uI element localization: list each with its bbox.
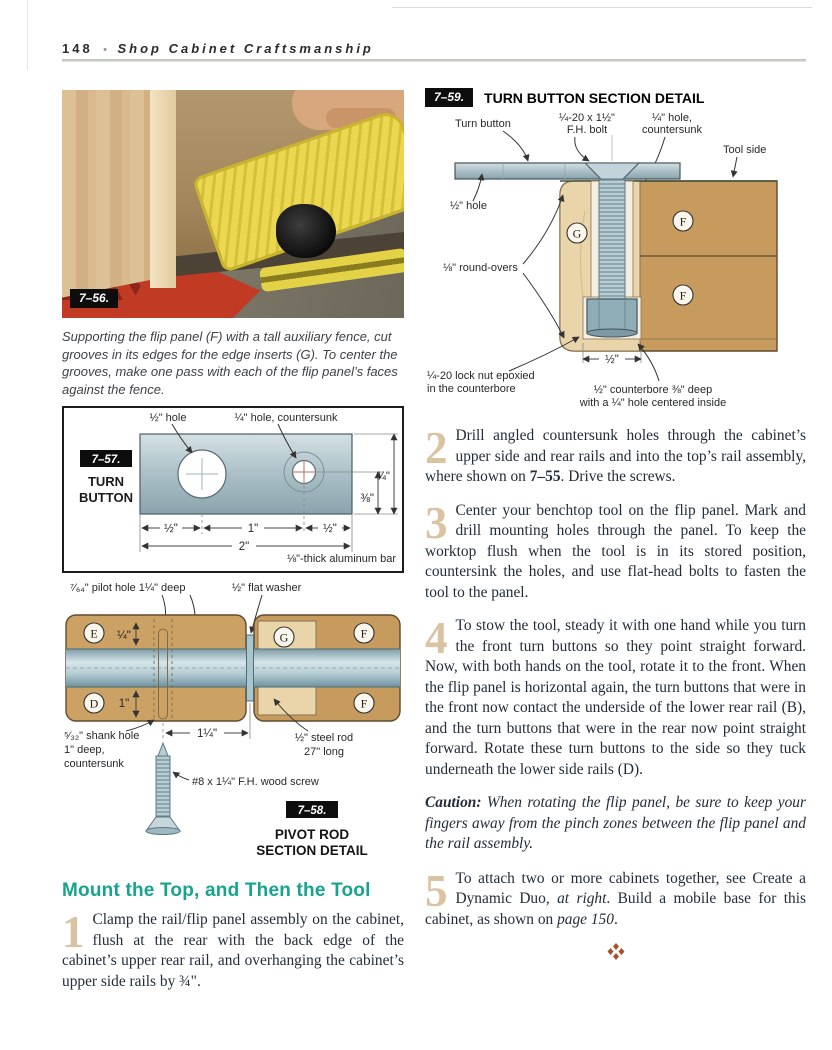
label-shank-2: 1" deep, (64, 744, 105, 756)
label-round-overs: ⅛" round-overs (443, 262, 518, 274)
part-letter-f2: F (360, 696, 368, 711)
label-pilot-hole: ⁷⁄₆₄" pilot hole 1¼" deep (70, 582, 186, 594)
label-flat-washer: ½" flat washer (232, 582, 302, 594)
panel-light-edge (150, 90, 176, 288)
label-steel-rod-2: 27" long (304, 746, 344, 758)
step-2 (425, 423, 806, 488)
dim-one-inch: 1" (247, 523, 259, 535)
screw-tip (158, 743, 168, 756)
step-1 (62, 907, 404, 992)
section-heading: Mount the Top, and Then the Tool (62, 880, 371, 901)
figure-label-7-56: 7–56. (70, 289, 118, 308)
step-5-text-mid: . Build a mobile base for this cabinet, as shown on (425, 890, 806, 928)
caution-note (425, 793, 806, 855)
dim-half-left: ½" (164, 523, 178, 535)
label-bolt-2: F.H. bolt (566, 124, 608, 136)
label-shank-1: ⁵⁄₃₂" shank hole (64, 730, 140, 742)
label-lock-nut-2: in the counterbore (427, 383, 516, 395)
figure-label-7-57: 7–57. (91, 454, 121, 466)
label-lock-nut-1: ¼-20 lock nut epoxied (427, 370, 535, 382)
figure-7-58 (62, 579, 404, 866)
left-column (62, 90, 404, 1005)
end-ornament (425, 943, 806, 965)
right-column (425, 88, 806, 965)
turn-button-bar (455, 163, 680, 179)
scan-artifact-top (392, 7, 812, 8)
part-letter-g-59: G (572, 226, 582, 241)
dim-three-eighth: ⅜" (360, 493, 374, 505)
header-rule (62, 59, 806, 62)
step-1-number: 1 (62, 907, 85, 957)
dim-two-inch: 2" (238, 541, 250, 553)
label-wood-screw: #8 x 1¼" F.H. wood screw (192, 776, 319, 788)
dim-half-right: ½" (323, 523, 337, 535)
turn-button-section-drawing (425, 111, 806, 411)
step-4-number: 4 (425, 613, 448, 663)
step-3-number: 3 (425, 497, 448, 548)
part-letter-f2-59: F (679, 288, 687, 303)
dim-one-quarter: 1¼" (196, 728, 218, 740)
dim-quarter: ¼" (117, 630, 131, 642)
step-1-text: Clamp the rail/flip panel assembly on the cabinet, flush at the rear with the back edge of the cabinet’s upper rear rail, and overhanging the cabinet’s upper side rails by ¾". (62, 911, 404, 990)
part-letter-f1: F (360, 626, 368, 641)
step-5-number: 5 (425, 865, 448, 916)
label-counterbore-1: ½" counterbore ⅜" deep (593, 384, 713, 396)
figure-title-7-57-line2: BUTTON (79, 490, 133, 505)
part-letter-g: G (279, 630, 289, 645)
label-quarter-hole: ¼" hole, countersunk (234, 412, 338, 424)
step-5-italic-2: page 150 (557, 910, 614, 928)
step-5-text-end: . (613, 910, 618, 928)
step-5-text: To attach two or more cabinets together, see Create a Dynamic Duo, (455, 869, 806, 907)
part-letter-f1-59: F (679, 214, 687, 229)
label-half-hole-59: ½" hole (450, 200, 487, 212)
figure-7-59-header (425, 88, 806, 107)
photo-7-56 (62, 90, 404, 318)
caution-text: When rotating the flip panel, be sure to keep your fingers away from the pinch zones between the flip panel and the rail assembly. (425, 794, 806, 852)
label-material: ⅛"-thick aluminum bar (286, 553, 396, 565)
part-letter-d: D (89, 696, 99, 711)
part-letter-e: E (90, 626, 98, 641)
turn-button-drawing (64, 408, 402, 566)
step-2-figure-ref: 7–55 (529, 468, 561, 485)
aluminum-bar (140, 434, 352, 514)
running-header (62, 40, 806, 58)
label-hole-countersunk-1: ¼" hole, (652, 112, 692, 124)
dim-one: 1" (118, 698, 130, 710)
caution-label: Caution: (425, 794, 482, 811)
book-title: Shop Cabinet Craftsmanship (117, 41, 374, 56)
figure-label-7-59: 7–59. (425, 88, 473, 107)
label-shank-3: countersunk (64, 758, 124, 770)
step-2-text-end: . Drive the screws. (560, 468, 676, 485)
lock-nut (587, 299, 637, 333)
label-hole-countersunk-2: countersunk (642, 124, 702, 136)
header-bullet-icon: • (103, 44, 108, 56)
label-counterbore-2: with a ¼" hole centered inside (579, 397, 727, 409)
step-3-text: Center your benchtop tool on the flip panel. Mark and drill mounting holes through the panel. To keep the worktop flush when the tool is in its stored position, countersink the holes, and use flat-head bolts to fasten the tool to the panel. (425, 501, 806, 601)
bolt-shaft (599, 179, 625, 301)
figure-title-7-57-line1: TURN (87, 474, 125, 489)
label-tool-side: Tool side (723, 144, 767, 156)
step-2-number: 2 (425, 423, 448, 473)
step-3 (425, 497, 806, 604)
figure-title-7-59: TURN BUTTON SECTION DETAIL (484, 89, 705, 106)
dim-half-59: ½" (605, 354, 619, 366)
page-number: 148 (62, 41, 93, 56)
figure-title-7-58-line2: SECTION DETAIL (256, 843, 368, 858)
step-4 (425, 613, 806, 780)
label-turn-button: Turn button (455, 118, 511, 130)
step-4-text: To stow the tool, steady it with one hand while you turn the front turn buttons so they point straight forward. Now, with both hands on the tool, rotate it to the front. When the flip panel is horizontal again, the turn buttons that were in the front now contact the underside of the lower rear rail (B), and the turn buttons that were in the rear now point straight forward. Rotate these turn buttons to the side so they tuck underneath the lower side rails (D). (425, 617, 806, 778)
photo-caption: Supporting the flip panel (F) with a tall auxiliary fence, cut grooves in its edges for the edge inserts (G). To center the grooves, make one pass with each of the flip panel’s faces against the fence. (62, 329, 398, 397)
figure-label-7-58: 7–58. (297, 805, 327, 817)
featherboard-knob (276, 204, 336, 258)
label-bolt-1: ¼-20 x 1½" (559, 112, 615, 124)
step-5 (425, 865, 806, 931)
scan-artifact-left (27, 0, 28, 70)
diamond-ornament-icon (605, 943, 627, 960)
step-2-text: Drill angled countersunk holes through the cabinet’s upper side and rear rails and into the top’s rail assembly, where shown on (425, 427, 806, 485)
figure-7-57 (62, 406, 404, 573)
dim-three-quarter: ¾" (376, 471, 390, 483)
screw-shank (156, 756, 170, 817)
pivot-rod-drawing (62, 579, 404, 861)
figure-title-7-58-line1: PIVOT ROD (274, 827, 350, 842)
label-steel-rod-1: ½" steel rod (294, 732, 354, 744)
label-half-hole: ½" hole (149, 412, 187, 424)
step-5-italic-1: at right (557, 890, 607, 907)
flat-washer (247, 635, 254, 701)
